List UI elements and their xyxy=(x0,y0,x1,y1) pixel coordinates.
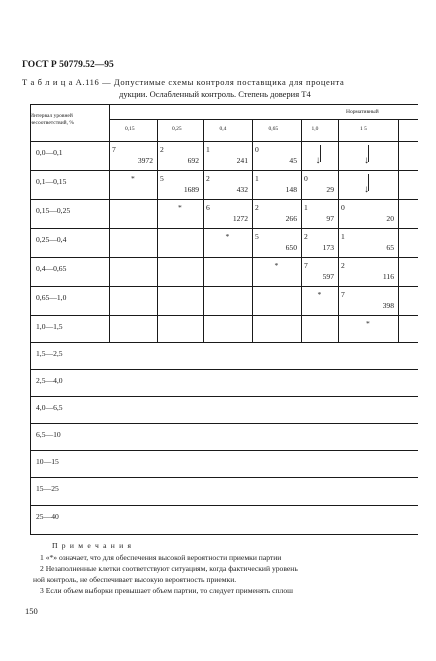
row-label: 0,1—0,15 xyxy=(36,177,67,186)
row-line xyxy=(30,396,418,397)
row-line xyxy=(30,342,418,343)
down-arrow-icon: ↓ xyxy=(364,155,369,166)
row-label: 1,0—1,5 xyxy=(36,322,63,331)
column-separator xyxy=(338,119,339,342)
header-bottom-line xyxy=(30,141,418,142)
cell-acceptance-number: 5 xyxy=(255,232,259,241)
cell-sample-size: 650 xyxy=(285,243,297,252)
cell-sample-size: 1689 xyxy=(183,185,199,194)
standard-title: ГОСТ Р 50779.52—95 xyxy=(22,60,114,70)
cell-sample-size: 432 xyxy=(236,185,248,194)
cell-sample-size: 29 xyxy=(326,185,334,194)
cell-acceptance-number: 1 xyxy=(304,203,308,212)
column-header: 1,0 xyxy=(311,126,319,132)
header-interval-line2: несоответствий, % xyxy=(30,119,74,126)
cell-acceptance-number: 7 xyxy=(112,145,116,154)
row-line xyxy=(30,170,418,171)
cell-sample-size: 692 xyxy=(187,156,199,165)
cell-sample-size: 1272 xyxy=(232,214,248,223)
row-label: 0,4—0,65 xyxy=(36,264,67,273)
column-separator xyxy=(398,119,399,342)
note-line-2: 2 Незаполненные клетки соответствуют ситуациям, когда фактический уровень xyxy=(40,564,298,573)
row-label: 25—40 xyxy=(36,512,59,521)
header-divider xyxy=(109,119,418,120)
normative-label: Нормативный xyxy=(346,109,379,115)
table-border-top xyxy=(30,104,418,105)
cell-star-marker: * xyxy=(225,232,230,241)
cell-star-marker: * xyxy=(317,290,322,299)
row-line xyxy=(30,286,418,287)
cell-sample-size: 173 xyxy=(322,243,334,252)
cell-acceptance-number: 2 xyxy=(160,145,164,154)
row-line xyxy=(30,369,418,370)
cell-sample-size: 45 xyxy=(289,156,297,165)
header-interval-label xyxy=(30,113,74,127)
cell-acceptance-number: 7 xyxy=(304,261,308,270)
page-number: 150 xyxy=(25,606,38,616)
table-caption-line1: Т а б л и ц а А.116 — Допустимые схемы контроля поставщика для процента xyxy=(22,77,345,87)
cell-sample-size: 20 xyxy=(386,214,394,223)
table-border-left xyxy=(30,104,31,534)
row-line xyxy=(30,477,418,478)
cell-sample-size: 116 xyxy=(382,272,394,281)
cell-acceptance-number: 2 xyxy=(255,203,259,212)
cell-acceptance-number: 2 xyxy=(341,261,345,270)
row-label: 15—25 xyxy=(36,484,59,493)
cell-sample-size: 597 xyxy=(322,272,334,281)
row-label: 1,5—2,5 xyxy=(36,349,63,358)
row-label: 2,5—4,0 xyxy=(36,376,63,385)
cell-acceptance-number: 2 xyxy=(206,174,210,183)
column-header: 0,65 xyxy=(268,126,279,132)
column-separator xyxy=(109,104,110,342)
table-caption-line2: дукции. Ослабленный контроль. Степень доверия Т4 xyxy=(119,89,311,99)
row-label: 6,5—10 xyxy=(36,430,61,439)
cell-acceptance-number: 1 xyxy=(341,232,345,241)
row-line xyxy=(30,450,418,451)
note-line-1: 1 «*» означает, что для обеспечения высокой вероятности приемки партии xyxy=(40,553,282,562)
cell-acceptance-number: 0 xyxy=(341,203,345,212)
cell-star-marker: * xyxy=(131,174,135,183)
cell-sample-size: 3972 xyxy=(137,156,153,165)
cell-acceptance-number: 2 xyxy=(304,232,308,241)
cell-acceptance-number: 1 xyxy=(206,145,210,154)
row-line xyxy=(30,315,418,316)
cell-sample-size: 266 xyxy=(285,214,297,223)
column-header: 0,25 xyxy=(172,126,182,132)
row-label: 0,0—0,1 xyxy=(36,148,63,157)
row-label: 0,15—0,25 xyxy=(36,206,71,215)
cell-star-marker: * xyxy=(366,319,370,328)
cell-sample-size: 97 xyxy=(326,214,334,223)
cell-sample-size: 241 xyxy=(236,156,248,165)
row-label: 10—15 xyxy=(36,457,59,466)
cell-sample-size: 148 xyxy=(285,185,297,194)
cell-acceptance-number: 5 xyxy=(160,174,164,183)
column-header: 0,15 xyxy=(125,126,135,132)
down-arrow-icon: ↓ xyxy=(315,155,321,166)
cell-sample-size: 398 xyxy=(382,301,394,310)
row-label: 4,0—6,5 xyxy=(36,403,63,412)
cell-acceptance-number: 6 xyxy=(206,203,210,212)
cell-star-marker: * xyxy=(274,261,279,270)
down-arrow-icon: ↓ xyxy=(364,184,369,195)
row-line xyxy=(30,257,418,258)
row-line xyxy=(30,199,418,200)
column-separator xyxy=(157,119,158,342)
row-line xyxy=(30,423,418,424)
column-separator xyxy=(203,119,204,342)
row-line xyxy=(30,228,418,229)
header-interval-line1: Интервал уровней xyxy=(30,113,73,119)
row-label: 0,25—0,4 xyxy=(36,235,67,244)
cell-acceptance-number: 0 xyxy=(255,145,259,154)
row-label: 0,65—1,0 xyxy=(36,293,67,302)
column-header: 1 5 xyxy=(360,126,367,132)
cell-acceptance-number: 0 xyxy=(304,174,308,183)
cell-sample-size: 65 xyxy=(386,243,394,252)
row-line xyxy=(30,505,418,506)
cell-acceptance-number: 1 xyxy=(255,174,259,183)
note-line-4: 3 Если объем выборки превышает объем партии, то следует применять сплош xyxy=(40,586,293,595)
cell-star-marker: * xyxy=(178,203,182,212)
column-separator xyxy=(252,119,253,342)
cell-acceptance-number: 7 xyxy=(341,290,345,299)
column-header: 0,4 xyxy=(219,126,227,132)
row-line xyxy=(30,534,418,535)
note-line-3: ной контроль, не обеспечивает высокую вероятность приемки. xyxy=(33,575,237,584)
notes-title: П р и м е ч а н и я xyxy=(52,541,133,550)
column-separator xyxy=(301,119,302,342)
